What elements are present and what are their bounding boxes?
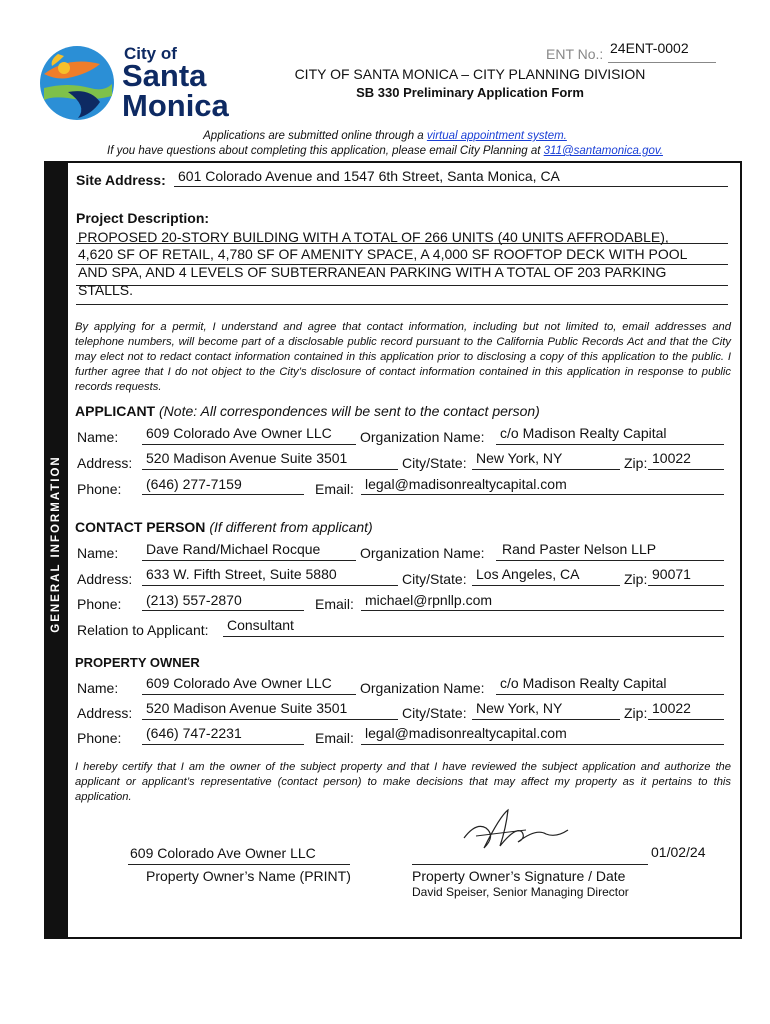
applicant-phone-value[interactable]: (646) 277-7159 (146, 476, 242, 492)
owner-signature-mark[interactable] (456, 808, 576, 858)
online-note: Applications are submitted online through a virtual appointment system. (203, 130, 567, 142)
applicant-citystate-label: City/State: (402, 455, 467, 471)
relation-label: Relation to Applicant: (77, 622, 209, 638)
applicant-citystate-value[interactable]: New York, NY (476, 450, 563, 466)
applicant-address-value[interactable]: 520 Madison Avenue Suite 3501 (146, 450, 348, 466)
signature-label: Property Owner’s Signature / Date (412, 868, 626, 884)
owner-email-label: Email: (315, 730, 354, 746)
applicant-name-value[interactable]: 609 Colorado Ave Owner LLC (146, 425, 332, 441)
side-label: GENERAL INFORMATION (50, 455, 62, 633)
applicant-email-value[interactable]: legal@madisonrealtycapital.com (365, 476, 567, 492)
virtual-appointment-link[interactable]: virtual appointment system. (426, 130, 567, 142)
owner-heading: PROPERTY OWNER (75, 655, 200, 670)
owner-address-value[interactable]: 520 Madison Avenue Suite 3501 (146, 700, 348, 716)
applicant-heading: APPLICANT (Note: All correspondences will be sent to the contact person) (75, 403, 540, 419)
certification-text: I hereby certify that I am the owner of the subject property and that I have reviewed the subject application and authorize the applicant or applicant’s representative (contact person) to make decisions that may affect my property as it pertains to this application. (75, 761, 731, 803)
contact-zip-value[interactable]: 90071 (652, 566, 691, 582)
contact-org-value[interactable]: Rand Paster Nelson LLP (502, 541, 657, 557)
logo-monica: Monica (122, 88, 229, 123)
applicant-address-label: Address: (77, 455, 133, 471)
owner-citystate-label: City/State: (402, 705, 467, 721)
project-description-label: Project Description: (76, 210, 210, 226)
project-line-3[interactable]: AND SPA, AND 4 LEVELS OF SUBTERRANEAN PARKING WITH A TOTAL OF 203 PARKING (78, 264, 667, 280)
applicant-org-value[interactable]: c/o Madison Realty Capital (500, 425, 667, 441)
owner-print-name-value[interactable]: 609 Colorado Ave Owner LLC (130, 845, 316, 861)
signer-name: David Speiser, Senior Managing Director (412, 885, 629, 899)
applicant-org-label: Organization Name: (360, 429, 485, 445)
site-address-value[interactable]: 601 Colorado Avenue and 1547 6th Street, Santa Monica, CA (178, 168, 560, 184)
ent-value[interactable]: 24ENT-0002 (610, 40, 689, 56)
logo-santa: Santa (122, 58, 207, 93)
contact-org-label: Organization Name: (360, 545, 485, 561)
contact-heading: CONTACT PERSON (If different from applicant) (75, 519, 373, 535)
project-line-2[interactable]: 4,620 SF OF RETAIL, 4,780 SF OF AMENITY SPACE, A 4,000 SF ROOFTOP DECK WITH POOL (78, 246, 688, 262)
owner-email-value[interactable]: legal@madisonrealtycapital.com (365, 725, 567, 741)
contact-phone-value[interactable]: (213) 557-2870 (146, 592, 242, 608)
owner-address-label: Address: (77, 705, 133, 721)
project-line-4[interactable]: STALLS. (78, 282, 133, 298)
owner-name-value[interactable]: 609 Colorado Ave Owner LLC (146, 675, 332, 691)
logo-city-of: City of (124, 44, 177, 63)
page-title: CITY OF SANTA MONICA – CITY PLANNING DIVISION (294, 66, 646, 82)
city-logo-emblem (38, 44, 116, 122)
owner-print-name-label: Property Owner’s Name (PRINT) (146, 868, 351, 884)
site-address-label: Site Address: (76, 172, 166, 188)
project-line-1[interactable]: PROPOSED 20-STORY BUILDING WITH A TOTAL OF 266 UNITS (40 UNITS AFFRODABLE), (78, 229, 669, 245)
applicant-phone-label: Phone: (77, 481, 122, 497)
contact-citystate-value[interactable]: Los Angeles, CA (476, 566, 580, 582)
relation-value[interactable]: Consultant (227, 617, 294, 633)
contact-name-label: Name: (77, 545, 119, 561)
contact-phone-label: Phone: (77, 596, 122, 612)
owner-phone-label: Phone: (77, 730, 122, 746)
contact-email-label: Email: (315, 596, 354, 612)
disclosure-text: By applying for a permit, I understand and agree that contact information, including but not limited to, email addresses and telephone numbers, will become part of a disclosable public record pursuant to the California Public Records Act and that the City may elect not to redact contact information contained in this application prior to disclosing a copy of this application to the public. I further agree that I do not object to the City’s disclosure of contact information contained in this application in response to public records requests. (75, 321, 731, 393)
contact-email-value[interactable]: michael@rpnllp.com (365, 592, 493, 608)
city-planning-email-link[interactable]: 311@santamonica.gov. (543, 145, 663, 157)
signature-date-value[interactable]: 01/02/24 (651, 844, 706, 860)
ent-number (546, 40, 718, 64)
owner-zip-value[interactable]: 10022 (652, 700, 691, 716)
applicant-zip-label: Zip: (624, 455, 648, 471)
contact-name-value[interactable]: Dave Rand/Michael Rocque (146, 541, 321, 557)
owner-zip-label: Zip: (624, 705, 648, 721)
city-logo (38, 42, 238, 124)
applicant-email-label: Email: (315, 481, 354, 497)
owner-org-value[interactable]: c/o Madison Realty Capital (500, 675, 667, 691)
owner-phone-value[interactable]: (646) 747-2231 (146, 725, 242, 741)
email-note: If you have questions about completing this application, please email City Planning at 311@santamonica.gov. (107, 145, 663, 157)
contact-address-value[interactable]: 633 W. Fifth Street, Suite 5880 (146, 566, 337, 582)
contact-citystate-label: City/State: (402, 571, 467, 587)
applicant-zip-value[interactable]: 10022 (652, 450, 691, 466)
owner-name-label: Name: (77, 680, 119, 696)
page-subtitle: SB 330 Preliminary Application Form (356, 85, 584, 100)
owner-citystate-value[interactable]: New York, NY (476, 700, 563, 716)
contact-zip-label: Zip: (624, 571, 648, 587)
ent-label: ENT No.: (546, 46, 604, 62)
owner-org-label: Organization Name: (360, 680, 485, 696)
contact-address-label: Address: (77, 571, 133, 587)
applicant-name-label: Name: (77, 429, 119, 445)
